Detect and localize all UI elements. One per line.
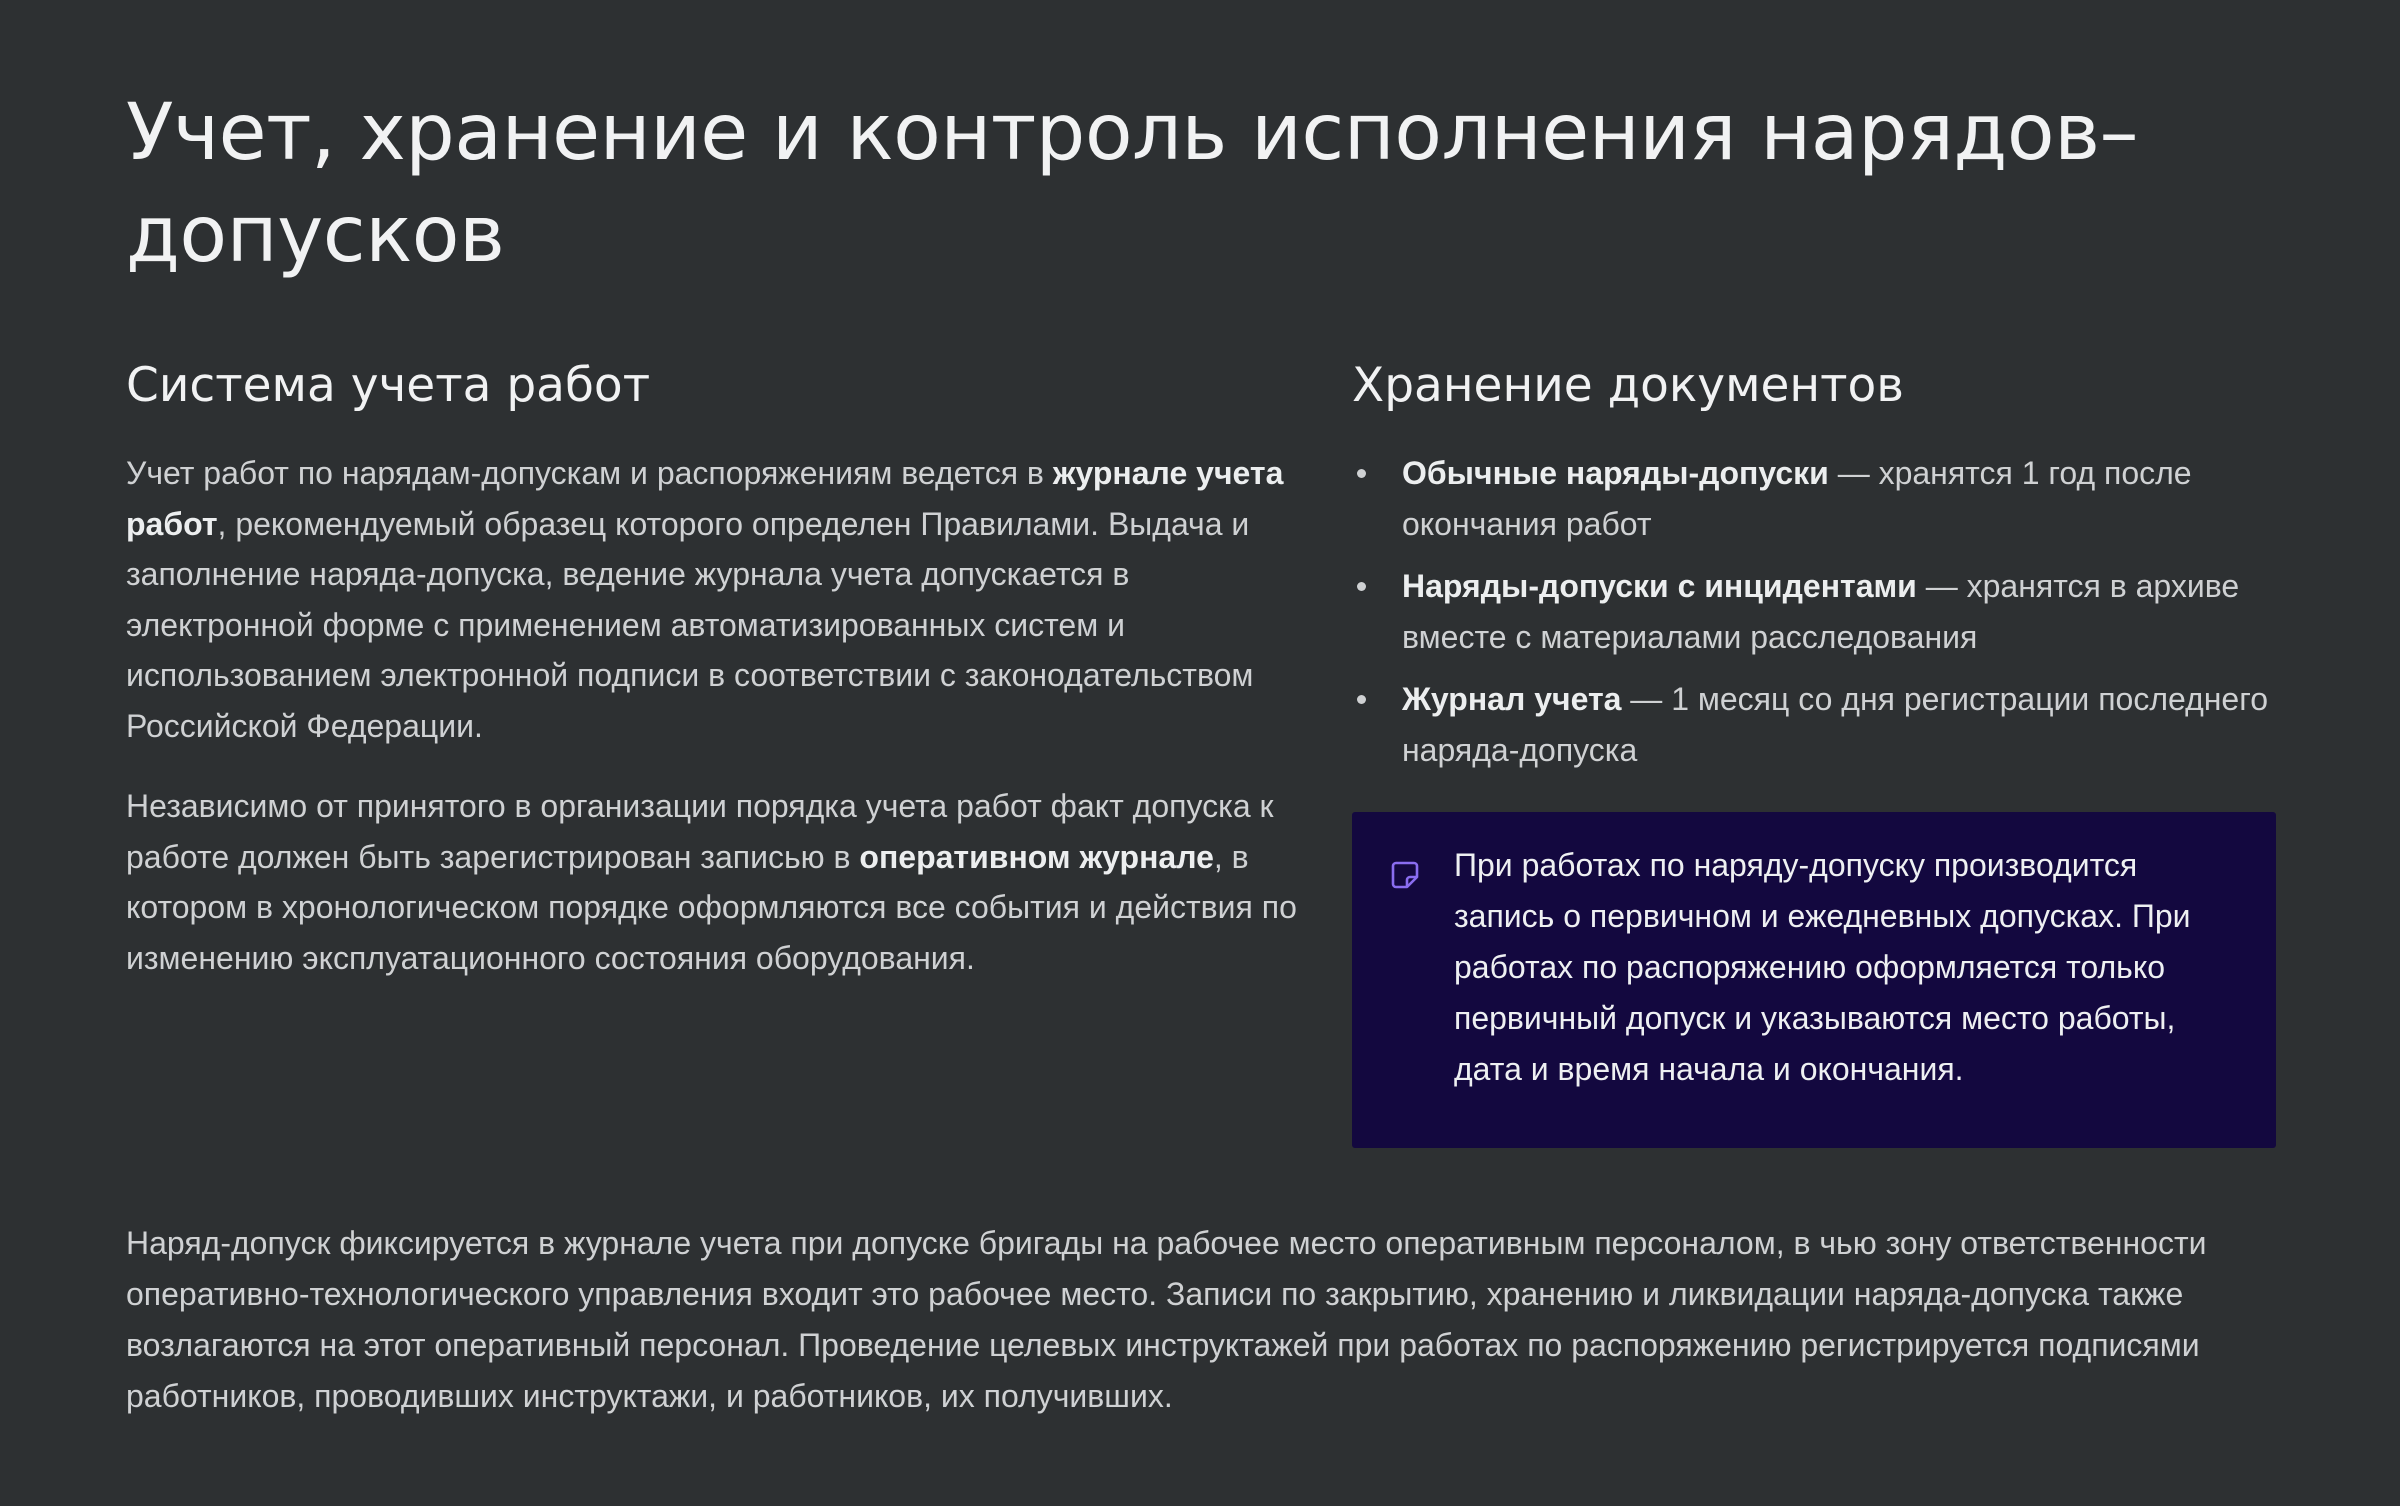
text-run: Независимо от принятого в организации порядка учета работ факт допуска к работе должен быть зарегистрирован записью в (126, 788, 1274, 875)
list-item-text: — хранятся 1 год после окончания работ (1402, 455, 2192, 542)
bold-term: оперативном журнале (859, 838, 1214, 875)
list-item-term: Обычные наряды-допуски (1402, 455, 1829, 491)
list-item-text: — 1 месяц со дня регистрации последнего наряда-допуска (1402, 681, 2268, 768)
list-item-term: Журнал учета (1402, 681, 1622, 717)
bullet-icon (1357, 582, 1366, 591)
page-title: Учет, хранение и контроль исполнения нарядов–допусков (126, 88, 2139, 280)
storage-list (1352, 448, 2276, 775)
work-accounting-heading: Система учета работ (126, 358, 651, 413)
list-item (1352, 674, 2276, 775)
list-item-term: Наряды-допуски с инцидентами (1402, 568, 1917, 604)
work-accounting-paragraph-1 (126, 448, 1306, 751)
bullet-icon (1357, 469, 1366, 478)
text-run: Учет работ по нарядам-допускам и распоряжениям ведется в (126, 455, 1053, 491)
summary-paragraph: Наряд-допуск фиксируется в журнале учета при допуске бригады на рабочее место оперативным персоналом, в чью зону ответственности оперативно-технологического управления входит это рабочее место. Записи по закрытию, хранению и ликвидации наряда-допуска также возлагаются на этот оперативный персонал. Проведение целевых инструктажей при работах по распоряжению регистрируется подписями работников, проводивших инструктажи, и работников, их получивших. (126, 1225, 2207, 1414)
note-icon (1390, 860, 1420, 890)
list-item (1352, 448, 2276, 549)
summary-section (126, 1218, 2276, 1422)
note-callout (1352, 812, 2276, 1148)
bullet-icon (1357, 695, 1366, 704)
document-storage-section (1352, 350, 2276, 1087)
work-accounting-section (126, 350, 1306, 1013)
page (126, 0, 2276, 1506)
work-accounting-paragraph-2 (126, 781, 1306, 983)
document-storage-heading: Хранение документов (1352, 358, 1904, 413)
text-run: , в котором в хронологическом порядке оформляются все события и действия по изменению эксплуатационного состояния оборудования. (126, 838, 1297, 976)
bold-term: журнале учета работ (126, 455, 1284, 542)
list-item (1352, 561, 2276, 662)
text-run: , рекомендуемый образец которого определен Правилами. Выдача и заполнение наряда-допуска, ведение журнала учета допускается в электронной форме с применением автоматизированных систем и использованием электронной подписи в соответствии с законодательством Российской Федерации. (126, 505, 1254, 744)
list-item-text: — хранятся в архиве вместе с материалами расследования (1402, 568, 2240, 655)
note-text: При работах по наряду-допуску производится запись о первичном и ежедневных допусках. При работах по распоряжению оформляется только первичный допуск и указываются место работы, дата и время начала и окончания. (1454, 847, 2191, 1087)
